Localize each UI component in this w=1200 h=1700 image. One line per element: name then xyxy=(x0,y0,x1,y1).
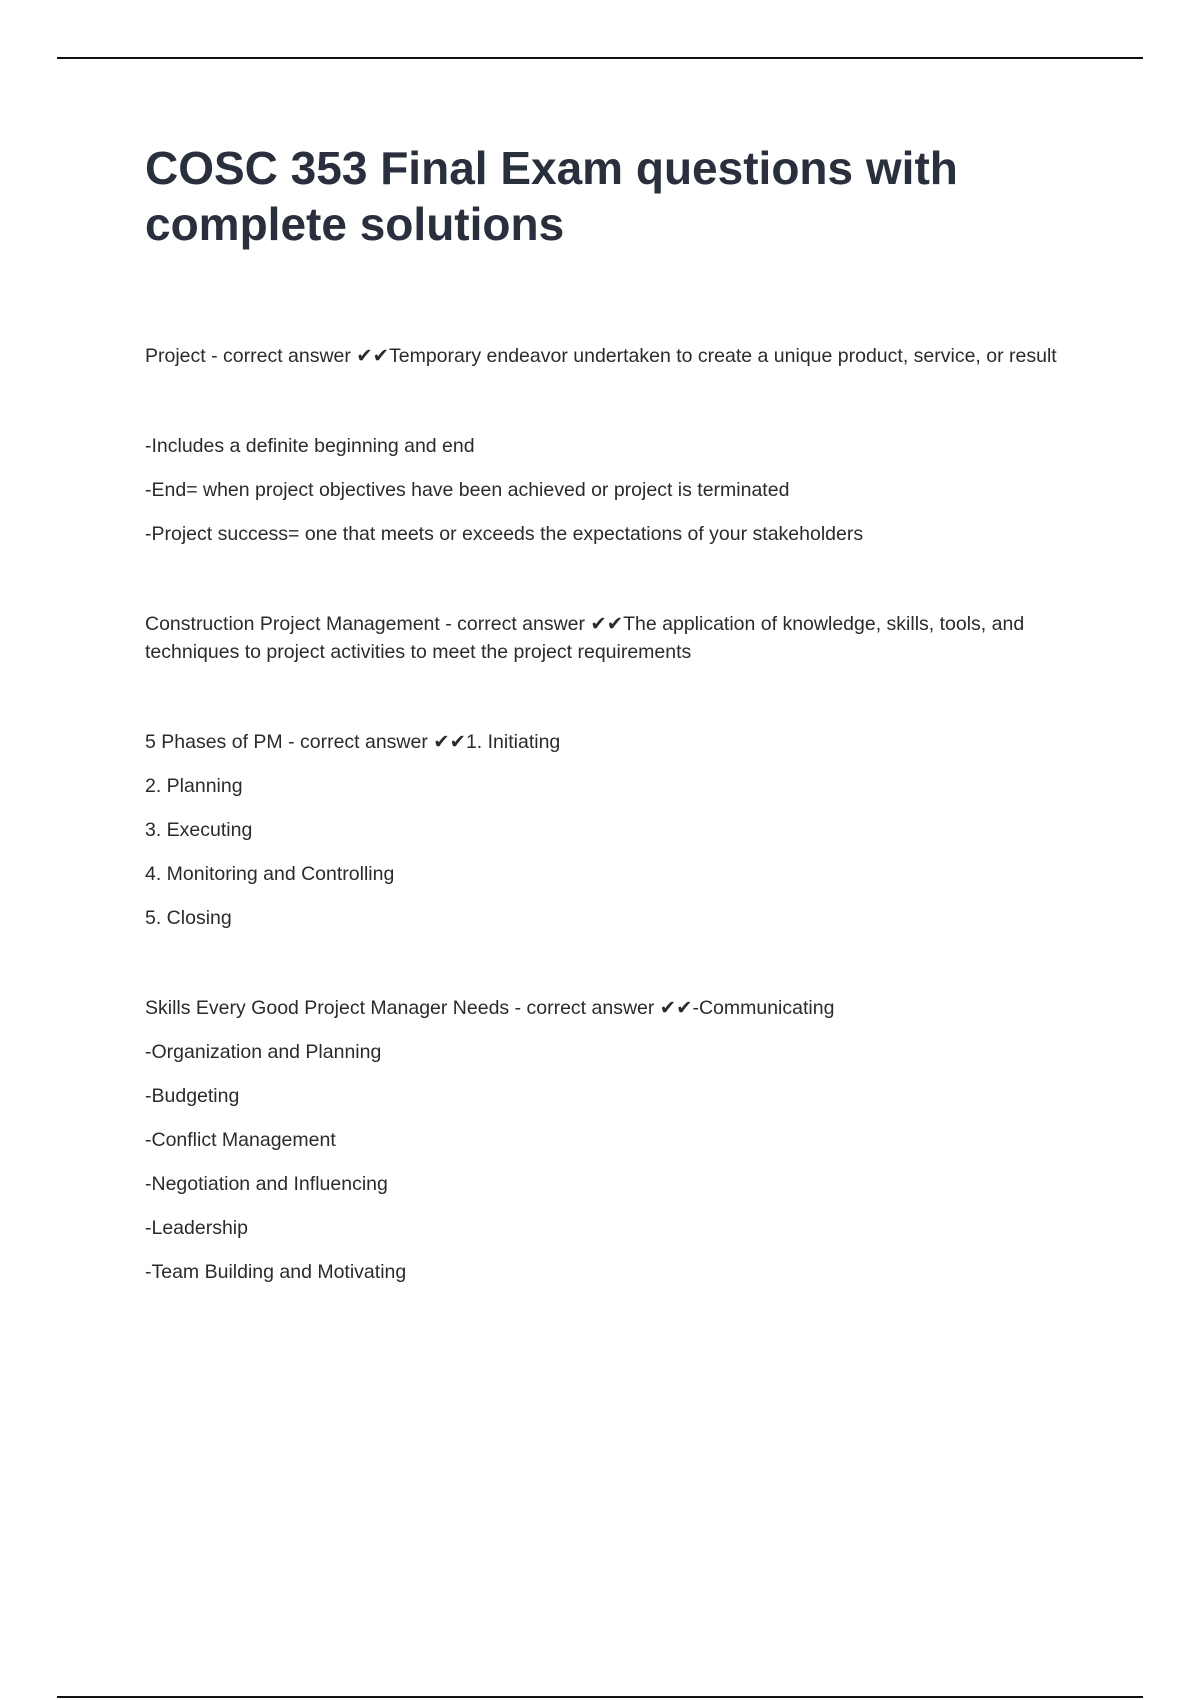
qa-five-phases: 5 Phases of PM - correct answer ✔✔1. Initiating xyxy=(145,731,561,753)
phase-executing: 3. Executing xyxy=(145,819,253,841)
phase-closing: 5. Closing xyxy=(145,907,232,929)
qa-construction-pm: Construction Project Management - correct answer ✔✔The application of knowledge, skills, tools, and techniques to project activities to meet the project requirements xyxy=(145,613,1025,663)
skill-conflict: -Conflict Management xyxy=(145,1129,336,1151)
document-page xyxy=(145,140,1075,1286)
skill-budgeting: -Budgeting xyxy=(145,1085,240,1107)
skill-leadership: -Leadership xyxy=(145,1217,248,1239)
qa-skills: Skills Every Good Project Manager Needs - correct answer ✔✔-Communicating xyxy=(145,997,835,1019)
qa-project: Project - correct answer ✔✔Temporary endeavor undertaken to create a unique product, service, or result xyxy=(145,345,1057,367)
phase-planning: 2. Planning xyxy=(145,775,243,797)
document-title: COSC 353 Final Exam questions with complete solutions xyxy=(145,142,958,250)
bullet-end: -End= when project objectives have been achieved or project is terminated xyxy=(145,479,790,501)
skill-organization: -Organization and Planning xyxy=(145,1041,382,1063)
bottom-rule xyxy=(57,1696,1143,1698)
skill-negotiation: -Negotiation and Influencing xyxy=(145,1173,388,1195)
skill-team-building: -Team Building and Motivating xyxy=(145,1261,407,1283)
phase-monitoring: 4. Monitoring and Controlling xyxy=(145,863,395,885)
bullet-project-success: -Project success= one that meets or exceeds the expectations of your stakeholders xyxy=(145,523,864,545)
top-rule xyxy=(57,57,1143,59)
bullet-definite-beginning: -Includes a definite beginning and end xyxy=(145,435,475,457)
document-body xyxy=(145,342,1075,1286)
